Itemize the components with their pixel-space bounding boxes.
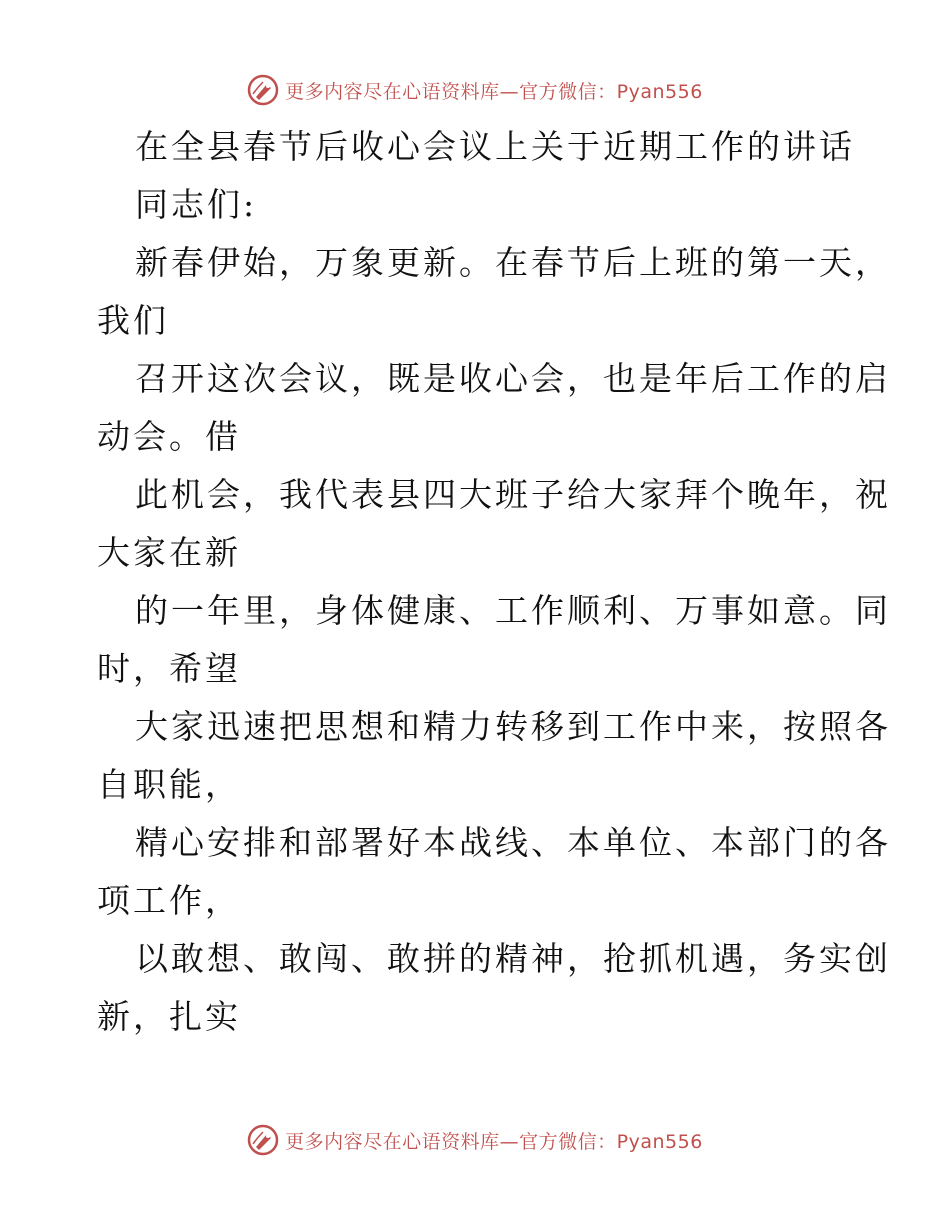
- pen-nib-logo-icon: [247, 1124, 279, 1156]
- header-banner-text: 更多内容尽在心语资料库—官方微信：Pyan556: [285, 80, 703, 103]
- paragraph-line: 时，希望: [97, 649, 241, 688]
- paragraph-line: 动会。借: [97, 417, 241, 456]
- paragraph-line: 召开这次会议，既是收心会，也是年后工作的启: [135, 359, 891, 398]
- paragraph-line: 的一年里，身体健康、工作顺利、万事如意。同: [135, 591, 891, 630]
- paragraph-line: 项工作，: [97, 881, 241, 920]
- paragraph-line: 新春伊始，万象更新。在春节后上班的第一天，: [135, 243, 891, 282]
- footer-banner: [0, 1120, 950, 1160]
- header-banner: [0, 70, 950, 110]
- paragraph-line: 大家迅速把思想和精力转移到工作中来，按照各: [135, 707, 891, 746]
- paragraph-line: 此机会，我代表县四大班子给大家拜个晚年，祝: [135, 475, 891, 514]
- salutation: 同志们:: [135, 185, 258, 224]
- paragraph-line: 精心安排和部署好本战线、本单位、本部门的各: [135, 823, 891, 862]
- paragraph-line: 我们: [97, 301, 169, 340]
- paragraph-line: 新，扎实: [97, 997, 241, 1036]
- footer-banner-text: 更多内容尽在心语资料库—官方微信：Pyan556: [285, 1130, 703, 1153]
- paragraph-line: 自职能，: [97, 765, 241, 804]
- document-title: 在全县春节后收心会议上关于近期工作的讲话: [135, 127, 855, 166]
- pen-nib-logo-icon: [247, 74, 279, 106]
- paragraph-line: 以敢想、敢闯、敢拼的精神，抢抓机遇，务实创: [135, 939, 891, 978]
- paragraph-line: 大家在新: [97, 533, 241, 572]
